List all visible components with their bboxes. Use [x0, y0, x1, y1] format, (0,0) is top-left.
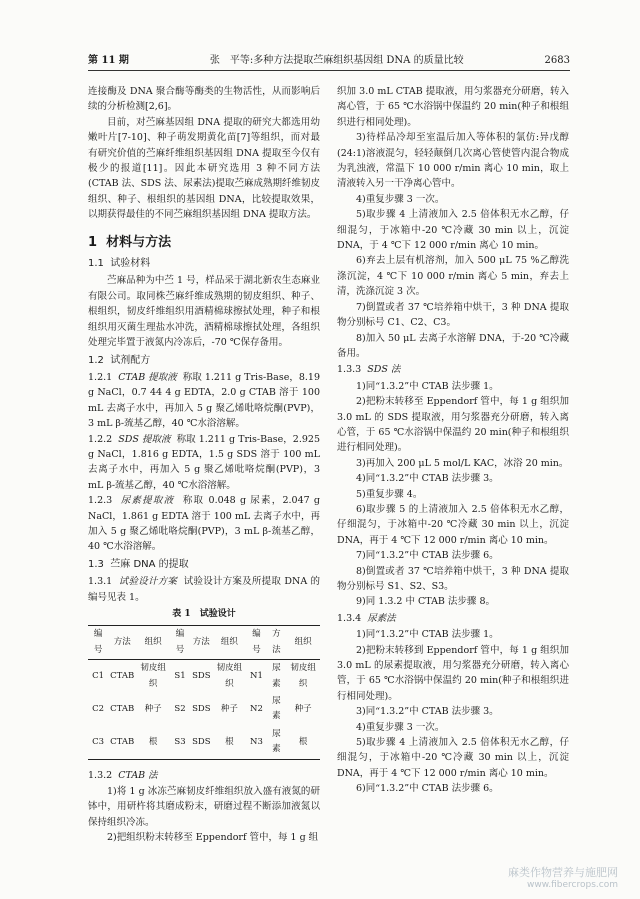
section-1-2-1-label: CTAB 提取液 — [118, 371, 177, 383]
section-1-1-heading — [88, 256, 320, 271]
table-cell: C2 — [92, 703, 105, 714]
section-1-number: 1 — [88, 234, 98, 250]
section-1-1-title: 试验材料 — [110, 258, 151, 270]
running-title: 张 平等:多种方法提取苎麻组织基因组 DNA 的质量比较 — [209, 55, 464, 66]
issue-number: 第 11 期 — [88, 55, 129, 66]
section-1-3-3-number: 1.3.3 — [337, 364, 362, 376]
sds-step-4: 4)同“1.3.2”中 CTAB 法步骤 3。 — [356, 473, 499, 485]
section-1-3-2-number: 1.3.2 — [88, 769, 113, 781]
table-cell: N2 — [250, 703, 263, 714]
section-1-3-1-text: 试验设计方案及所提取 DNA 的编号见表 1。 — [88, 576, 320, 603]
table-row — [88, 660, 320, 693]
section-1-3-1-number: 1.3.1 — [88, 576, 113, 588]
table-cell: 韧皮组织 — [216, 663, 243, 689]
section-1-2-2 — [88, 432, 320, 494]
section-1-3-title: 苎麻 DNA 的提取 — [110, 558, 189, 570]
table-cell: C1 — [92, 670, 105, 681]
section-1-2-2-label: SDS 提取液 — [118, 433, 171, 445]
sds-step-2: 2)把粉末转移至 Eppendorf 管中，每 1 g 组织加 3.0 mL 的 SDS 提取液，用匀浆器充分研磨，转入离心管，于 65 ℃水浴锅中保温约 20 min(种子和根组织进行相同处理)。 — [337, 396, 569, 454]
table-header-cell: 方法 — [113, 637, 131, 648]
section-1-heading — [88, 235, 320, 250]
ctab-step-7: 7)倒置或者 37 ℃培养箱中烘干，3 种 DNA 提取物分别标号 C1、C2、C3。 — [337, 301, 569, 329]
table-header-cell: 编号 — [252, 629, 261, 655]
section-1-2-number: 1.2 — [88, 354, 104, 366]
table-cell: 韧皮组织 — [140, 663, 166, 689]
section-1-2-1 — [88, 370, 320, 432]
urea-step-5: 5)取步骤 4 上清液加入 2.5 倍体积无水乙醇，仔细混匀，于冰箱中-20 ℃冷藏 30 min 以上，沉淀 DNA，再于 4 ℃下 12 000 r/min 离心 10 min。 — [337, 737, 569, 779]
section-1-2-3 — [88, 493, 320, 555]
table-cell: S3 — [174, 736, 186, 747]
table-caption: 表 1 试验设计 — [172, 609, 236, 619]
table-cell: SDS — [192, 670, 211, 681]
section-1-3-1-label: 试验设计方案 — [118, 576, 178, 588]
table-cell: CTAB — [110, 670, 135, 681]
table-cell: S1 — [174, 670, 186, 681]
table-cell: 种子 — [220, 703, 238, 714]
table-header-cell: 编号 — [93, 629, 103, 655]
urea-step-4: 4)重复步骤 3 一次。 — [356, 721, 445, 733]
sds-step-5: 5)重复步骤 4。 — [356, 488, 423, 500]
section-1-3-2-label: CTAB 法 — [118, 769, 158, 781]
urea-step-2: 2)把粉末转移到 Eppendorf 管中，每 1 g 组织加 3.0 mL 的尿素提取液，用匀浆器充分研磨，转入离心管，于 65 ℃水浴锅中保温约 20 min(种子和根组织进行相同处理)。 — [337, 644, 569, 702]
section-1-2-3-text: 称取 0.048 g 尿素，2.047 g NaCl，1.861 g EDTA 溶于 100 mL 去离子水中，再加入 5 g 聚乙烯吡咯烷酮(PVP)，3 mL β-巯基乙醇，40 ℃水浴溶解。 — [88, 495, 320, 553]
table-header-cell: 组织 — [220, 637, 238, 648]
section-1-3-4-heading — [337, 611, 569, 626]
table-cell: 韧皮组织 — [290, 663, 316, 689]
table-cell: 尿素 — [272, 728, 281, 755]
table-cell: N1 — [250, 670, 263, 681]
ctab-step-5: 5)取步骤 4 上清液加入 2.5 倍体积无水乙醇，仔细混匀，于冰箱中-20 ℃冷藏 30 min 以上，沉淀 DNA，于 4 ℃下 12 000 r/min 离心 10 min。 — [337, 209, 569, 252]
urea-step-3: 3)同“1.3.2”中 CTAB 法步骤 3。 — [356, 706, 499, 718]
section-1-2-2-text: 称取 1.211 g Tris-Base，2.925 g NaCl，1.816 g EDTA，1.5 g SDS 溶于 100 mL 去离子水中，再加入 5 g 聚乙烯吡咯烷酮(PVP)，3 mL β-巯基乙醇，40 ℃水浴溶解。 — [88, 433, 320, 491]
watermark-text: 麻类作物营养与施肥网 — [508, 866, 618, 879]
left-column — [88, 84, 320, 846]
ctab-step-1: 1)将 1 g 冰冻苎麻韧皮纤维组织放入盛有液氮的研钵中，用研杵将其磨成粉末，研磨过程不断添加液氮以保持组织冷冻。 — [88, 786, 320, 828]
sds-step-8: 8)倒置或者 37 ℃培养箱中烘干，3 种 DNA 提取物分别标号 S1、S2、S3。 — [337, 565, 569, 592]
section-1-3-number: 1.3 — [88, 558, 104, 570]
ctab-step-6: 6)弃去上层有机溶剂，加入 500 μL 75 %乙醇洗涤沉淀，4 ℃下 10 000 r/min 离心 5 min，弃去上清，洗涤沉淀 3 次。 — [337, 255, 569, 298]
section-1-2-2-number: 1.2.2 — [88, 433, 113, 445]
watermark-url: www.fibercrops.com — [527, 880, 618, 890]
sds-step-6: 6)取步骤 5 的上清液加入 2.5 倍体积无水乙醇，仔细混匀，于冰箱中-20 ℃冷藏 30 min 以上，沉淀 DNA，再于 4 ℃下 12 000 r/min 离心 10 min。 — [337, 503, 569, 546]
section-1-2-title: 试剂配方 — [110, 354, 151, 366]
sds-step-3: 3)再加入 200 μL 5 mol/L KAC，冰浴 20 min。 — [356, 457, 569, 469]
table-cell: CTAB — [110, 703, 135, 714]
table-cell: C3 — [92, 736, 105, 747]
table-cell: 根 — [148, 736, 158, 747]
section-1-2-1-number: 1.2.1 — [88, 371, 113, 383]
section-1-2-heading — [88, 353, 320, 368]
ctab-step-4: 4)重复步骤 3 一次。 — [356, 193, 445, 205]
table-cell: N3 — [250, 736, 263, 747]
table-row — [88, 726, 320, 759]
table-cell: SDS — [192, 736, 211, 747]
table-cell: 种子 — [294, 703, 312, 714]
section-1-3-2-heading — [88, 768, 320, 783]
sds-step-9: 9)同 1.3.2 中 CTAB 法步骤 8。 — [356, 596, 495, 608]
ctab-step-2-continued: 织加 3.0 mL CTAB 提取液，用匀浆器充分研磨，转入离心管，于 65 ℃水浴锅中保温约 20 min(种子和根组织进行相同处理)。 — [337, 86, 569, 128]
table-cell: 根 — [225, 736, 234, 747]
site-watermark — [508, 866, 618, 892]
ctab-step-2: 2)把组织粉末转移至 Eppendorf 管中，每 1 g 组 — [107, 832, 319, 844]
table-cell: 尿素 — [272, 696, 281, 722]
running-header — [88, 50, 570, 66]
table-cell: 种子 — [144, 703, 162, 714]
table-cell: 尿素 — [272, 663, 281, 689]
table-row — [88, 693, 320, 726]
table-header-cell: 编号 — [175, 629, 185, 655]
section-1-3-1 — [88, 574, 320, 605]
section-1-3-3-label: SDS 法 — [367, 364, 401, 376]
ctab-step-3: 3)待样品冷却至室温后加入等体积的氯仿:异戊醇(24:1)溶液混匀，轻轻颠倒几次离心管使管内混合物成为乳浊液，常温下 10 000 r/min 离心 10 min，取上清液转入另一干净离心管中。 — [337, 132, 569, 190]
section-1-1-number: 1.1 — [88, 258, 104, 270]
sds-step-7: 7)同“1.3.2”中 CTAB 法步骤 6。 — [356, 550, 499, 562]
table-header-cell: 方法 — [272, 629, 281, 655]
table-cell: 根 — [298, 736, 308, 747]
table-cell: SDS — [192, 703, 211, 714]
design-table — [88, 607, 320, 760]
section-1-1-text: 苎麻品种为中苎 1 号，样品采于湖北新农生态麻业有限公司。取同株苎麻纤维成熟期的韧皮组织、种子、根组织，韧皮纤维组织用酒精棉球擦拭处理，种子和根组织用灭菌生理盐水冲洗，酒精棉球擦拭处理，各组织处理完毕置于液氮内冷冻后，-70 ℃保存备用。 — [88, 275, 320, 349]
section-1-3-heading — [88, 557, 320, 572]
table-header-cell: 组织 — [294, 637, 312, 648]
urea-step-1: 1)同“1.3.2”中 CTAB 法步骤 1。 — [356, 629, 499, 641]
table-cell: CTAB — [110, 736, 135, 747]
intro-paragraph-1: 连接酶及 DNA 聚合酶等酶类的生物活性，从而影响后续的分析检测[2,6]。 — [88, 86, 320, 113]
page-number: 2683 — [544, 55, 570, 66]
header-rule — [88, 70, 570, 71]
intro-paragraph-2: 目前，对苎麻基因组 DNA 提取的研究大都选用幼嫩叶片[7-10]、种子萌发期黄化苗[7]等组织，而对最有研究价值的苎麻纤维组织基因组 DNA 提取至今仅有极少的报道[11]。因此本研究选用 3 种不同方法(CTAB 法、SDS 法、尿素法)提取苎麻成熟期纤维韧皮组织、种子、根组织的基因组 DNA，比较提取效果，以期获得最佳的不同苎麻组织基因组 DNA 提取方法。 — [88, 116, 321, 221]
section-1-3-3-heading — [337, 362, 569, 377]
table-cell: S2 — [174, 703, 186, 714]
table-header-cell: 组织 — [144, 637, 162, 648]
right-column — [337, 84, 569, 797]
section-1-2-1-text: 称取 1.211 g Tris-Base，8.19 g NaCl，0.7 44 4 g EDTA，2.0 g CTAB 溶于 100 mL 去离子水中，再加入 5 g 聚乙烯吡咯烷酮(PVP)，3 mL β-巯基乙醇，40 ℃水浴溶解。 — [88, 371, 320, 430]
section-1-2-3-label: 尿素提取液 — [120, 495, 175, 507]
sds-step-1: 1)同“1.3.2”中 CTAB 法步骤 1。 — [356, 380, 499, 392]
section-1-2-3-number: 1.2.3 — [88, 495, 113, 507]
ctab-step-8: 8)加入 50 μL 去离子水溶解 DNA，于-20 ℃冷藏备用。 — [337, 332, 569, 359]
table-header-cell: 方法 — [192, 637, 210, 648]
section-1-3-4-number: 1.3.4 — [337, 612, 362, 624]
section-1-3-4-label: 尿素法 — [367, 612, 396, 624]
section-1-title: 材料与方法 — [106, 234, 172, 250]
table-header-row — [88, 626, 320, 660]
urea-step-6: 6)同“1.3.2”中 CTAB 法步骤 6。 — [356, 783, 499, 795]
